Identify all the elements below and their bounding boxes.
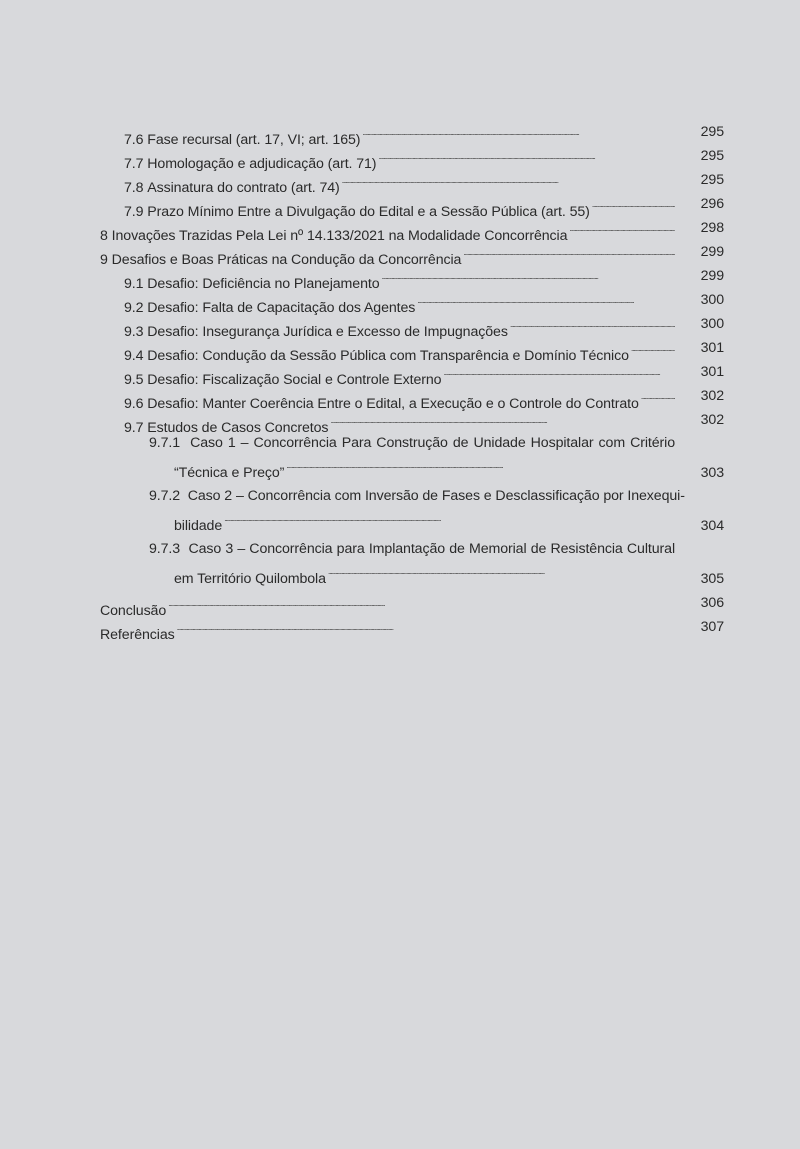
toc-entry[interactable]: [0, 360, 800, 388]
toc-entry-title: Inovações Trazidas Pela Lei nº 14.133/2021 na Modalidade Concorrência: [111, 228, 568, 244]
toc-entry-page: 307: [700, 619, 724, 635]
toc-entry-title-line2: em Território Quilombola: [174, 571, 326, 587]
toc-entry-page: 300: [700, 292, 724, 308]
toc-entry[interactable]: [0, 144, 800, 172]
toc-entry-number: 7.7: [124, 156, 144, 172]
dot-leader: [286, 453, 675, 477]
dot-leader: [328, 559, 675, 583]
dot-leader: [342, 168, 675, 192]
toc-entry[interactable]: [0, 168, 800, 196]
toc-entry-page: 301: [700, 364, 724, 380]
toc-entry[interactable]: [0, 434, 800, 485]
dot-leader: [463, 240, 675, 264]
toc-entry-title: Desafio: Manter Coerência Entre o Edital, a Execução e o Controle do Contrato: [147, 396, 639, 412]
toc-entry-page: 298: [700, 220, 724, 236]
toc-entry-number: 9.6: [124, 396, 144, 412]
dot-leader: [382, 264, 676, 288]
toc-entry-title: Desafio: Insegurança Jurídica e Excesso de Impugnações: [147, 324, 508, 340]
toc-entry-number: 9.7: [124, 420, 144, 436]
toc-entry[interactable]: [0, 591, 800, 619]
toc-entry-number: 9.4: [124, 348, 144, 364]
toc-entry-number: 9.7.2: [149, 488, 181, 504]
toc-entry-number: 9.1: [124, 276, 144, 292]
toc-entry-title: Assinatura do contrato (art. 74): [147, 180, 340, 196]
toc-entry-title: Desafio: Deficiência no Planejamento: [147, 276, 380, 292]
toc-entry-page: 302: [700, 412, 724, 428]
toc-entry[interactable]: [0, 336, 800, 364]
toc-entry[interactable]: [0, 384, 800, 412]
dot-leader: [443, 360, 675, 384]
toc-entry[interactable]: [0, 192, 800, 220]
toc-entry-title: Desafio: Condução da Sessão Pública com Transparência e Domínio Técnico: [147, 348, 629, 364]
toc-entry[interactable]: [0, 240, 800, 268]
toc-entry[interactable]: [0, 312, 800, 340]
toc-entry-number: 8: [100, 228, 108, 244]
toc-entry-page: 301: [700, 340, 724, 356]
toc-entry-page: 302: [700, 388, 724, 404]
toc-entry-title: Homologação e adjudicação (art. 71): [147, 156, 377, 172]
toc-entry-title-line1: Caso 1 – Concorrência Para Construção de Unidade Hospitalar com Critério: [190, 435, 676, 451]
toc-entry[interactable]: [0, 408, 800, 436]
toc-entry-page: 296: [700, 196, 724, 212]
toc-entry[interactable]: [0, 120, 800, 148]
toc-entry-number: 9.7.1: [149, 435, 181, 451]
toc-entry-number: 7.9: [124, 204, 144, 220]
toc-entry-number: 9.3: [124, 324, 144, 340]
toc-entry-title: Desafios e Boas Práticas na Condução da Concorrência: [111, 252, 462, 268]
toc-entry[interactable]: [0, 216, 800, 244]
toc-entry-title-line2: “Técnica e Preço”: [174, 465, 285, 481]
toc-entry-page: 295: [700, 124, 724, 140]
toc-entry-page: 299: [700, 268, 724, 284]
dot-leader: [177, 615, 675, 639]
dot-leader: [417, 288, 675, 312]
dot-leader: [631, 336, 675, 360]
table-of-contents: [0, 120, 800, 643]
toc-entry-page: 304: [700, 518, 724, 534]
dot-leader: [592, 192, 675, 216]
toc-entry-title: Desafio: Fiscalização Social e Controle Externo: [147, 372, 442, 388]
toc-entry-number: 9.5: [124, 372, 144, 388]
toc-entry-title: Desafio: Falta de Capacitação dos Agentes: [147, 300, 416, 316]
toc-entry-page: 295: [700, 148, 724, 164]
dot-leader: [224, 506, 675, 530]
toc-entry-number: 9.2: [124, 300, 144, 316]
toc-entry-number: 7.6: [124, 132, 144, 148]
toc-entry-number: 7.8: [124, 180, 144, 196]
toc-entry-title: Fase recursal (art. 17, VI; art. 165): [147, 132, 361, 148]
toc-entry-page: 306: [700, 595, 724, 611]
toc-entry-title-line2: bilidade: [174, 518, 223, 534]
dot-leader: [330, 408, 675, 432]
dot-leader: [569, 216, 675, 240]
toc-entry-page: 300: [700, 316, 724, 332]
toc-entry-page: 303: [700, 465, 724, 481]
toc-entry-title: Conclusão: [100, 603, 167, 619]
toc-entry-title: Estudos de Casos Concretos: [147, 420, 329, 436]
dot-leader: [641, 384, 675, 408]
dot-leader: [168, 591, 675, 615]
toc-entry[interactable]: [0, 264, 800, 292]
toc-entry-title: Prazo Mínimo Entre a Divulgação do Edital e a Sessão Pública (art. 55): [147, 204, 590, 220]
dot-leader: [362, 120, 675, 144]
toc-entry[interactable]: [0, 487, 800, 538]
dot-leader: [378, 144, 675, 168]
toc-entry-page: 299: [700, 244, 724, 260]
toc-entry-page: 305: [700, 571, 724, 587]
dot-leader: [510, 312, 675, 336]
toc-entry-title-line1: Caso 2 – Concorrência com Inversão de Fases e Desclassificação por Inexequi-: [187, 488, 685, 504]
toc-entry[interactable]: [0, 540, 800, 591]
toc-entry-title: Referências: [100, 627, 175, 643]
toc-entry[interactable]: [0, 615, 800, 643]
toc-entry-page: 295: [700, 172, 724, 188]
toc-entry-title-line1: Caso 3 – Concorrência para Implantação de Memorial de Resistência Cultural: [188, 541, 675, 557]
toc-entry[interactable]: [0, 288, 800, 316]
toc-entry-number: 9: [100, 252, 108, 268]
toc-entry-number: 9.7.3: [149, 541, 181, 557]
